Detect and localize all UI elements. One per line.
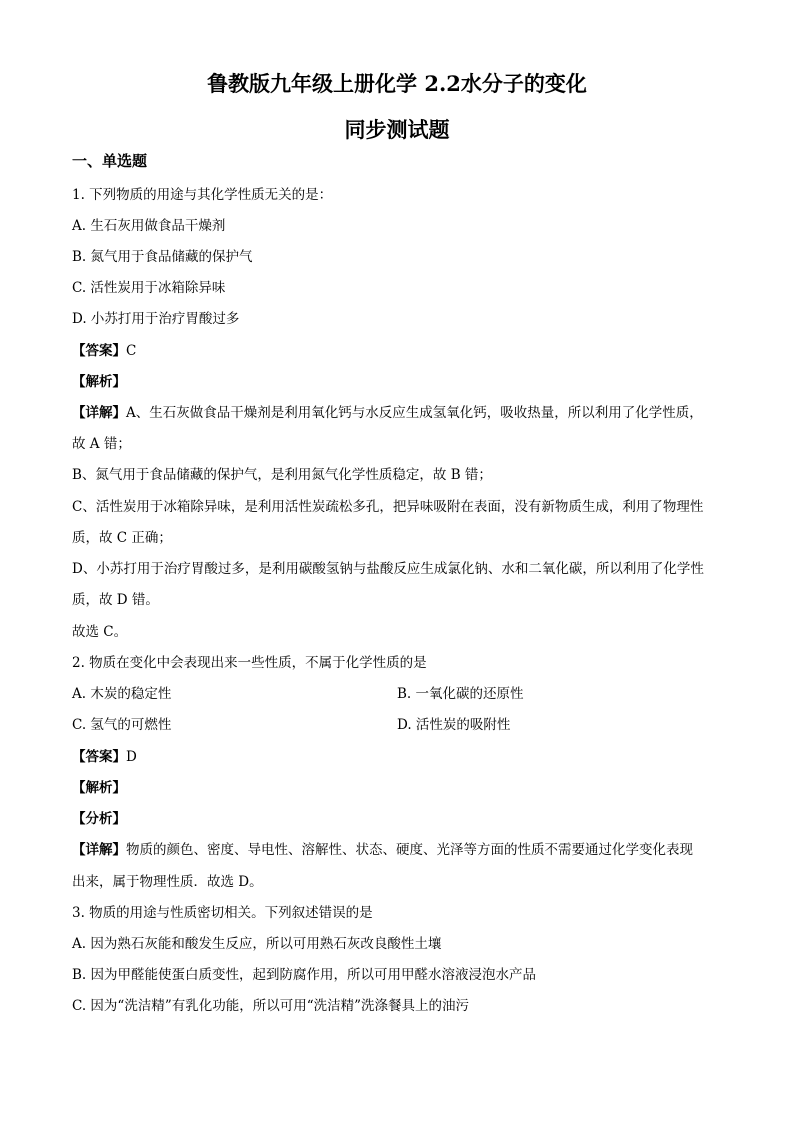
q2-option-a: A. 木炭的稳定性 bbox=[72, 686, 172, 702]
q2-option-b: B. 一氧化碳的还原性 bbox=[397, 686, 524, 702]
q1-detail-line: C、活性炭用于冰箱除异味，是利用活性炭疏松多孔，把异味吸附在表面，没有新物质生成，利用了物理性 bbox=[72, 499, 704, 515]
q2-fenxi-label: 【分析】 bbox=[72, 811, 126, 827]
q3-option-b: B. 因为甲醛能使蛋白质变性，起到防腐作用，所以可用甲醛水溶液浸泡水产品 bbox=[72, 967, 537, 983]
q2-detail-line: 出来，属于物理性质．故选 D。 bbox=[72, 874, 263, 890]
q1-option-b: B. 氮气用于食品储藏的保护气 bbox=[72, 249, 253, 265]
q1-option-a: A. 生石灰用做食品干燥剂 bbox=[72, 218, 226, 234]
q2-stem: 2. 物质在变化中会表现出来一些性质，不属于化学性质的是 bbox=[72, 655, 427, 671]
q2-detail-line bbox=[72, 838, 693, 858]
q1-conclusion: 故选 C。 bbox=[72, 624, 128, 640]
q1-detail-text: A、生石灰做食品干燥剂是利用氧化钙与水反应生成氢氧化钙，吸收热量，所以利用了化学性质， bbox=[126, 405, 703, 421]
q1-detail-line: 故 A 错； bbox=[72, 436, 131, 452]
q1-answer-value: C bbox=[126, 343, 137, 359]
q1-analysis-label: 【解析】 bbox=[72, 374, 126, 390]
q1-detail-line: 质，故 D 错。 bbox=[72, 592, 159, 608]
q2-answer-label: 【答案】 bbox=[72, 749, 126, 765]
q2-option-d: D. 活性炭的吸附性 bbox=[397, 717, 511, 733]
q3-option-c: C. 因为“洗洁精”有乳化功能，所以可用“洗洁精”洗涤餐具上的油污 bbox=[72, 998, 470, 1014]
q1-detail-line: D、小苏打用于治疗胃酸过多，是利用碳酸氢钠与盐酸反应生成氯化钠、水和二氧化碳，所以利用了化学性 bbox=[72, 561, 704, 577]
q2-detail-label: 【详解】 bbox=[72, 842, 126, 858]
q2-answer bbox=[72, 745, 137, 765]
q1-detail-line: B、氮气用于食品储藏的保护气，是利用氮气化学性质稳定，故 B 错； bbox=[72, 467, 492, 483]
q2-detail-text: 物质的颜色、密度、导电性、溶解性、状态、硬度、光泽等方面的性质不需要通过化学变化表现 bbox=[126, 842, 693, 858]
q2-option-c: C. 氢气的可燃性 bbox=[72, 717, 172, 733]
q1-detail-label: 【详解】 bbox=[72, 405, 126, 421]
section-heading: 一、单选题 bbox=[72, 152, 148, 170]
q1-option-c: C. 活性炭用于冰箱除异味 bbox=[72, 280, 226, 296]
document-title: 鲁教版九年级上册化学 2.2水分子的变化 bbox=[207, 71, 587, 96]
document-subtitle: 同步测试题 bbox=[344, 117, 450, 142]
q1-answer-label: 【答案】 bbox=[72, 343, 126, 359]
q1-detail-line bbox=[72, 401, 703, 421]
q3-stem: 3. 物质的用途与性质密切相关。下列叙述错误的是 bbox=[72, 905, 373, 921]
q1-answer bbox=[72, 339, 136, 359]
q3-option-a: A. 因为熟石灰能和酸发生反应，所以可用熟石灰改良酸性土壤 bbox=[72, 936, 442, 952]
q1-stem: 1. 下列物质的用途与其化学性质无关的是： bbox=[72, 187, 333, 203]
q1-option-d: D. 小苏打用于治疗胃酸过多 bbox=[72, 311, 240, 327]
q2-answer-value: D bbox=[126, 749, 137, 765]
q2-analysis-label: 【解析】 bbox=[72, 780, 126, 796]
q1-detail-line: 质，故 C 正确； bbox=[72, 530, 172, 546]
